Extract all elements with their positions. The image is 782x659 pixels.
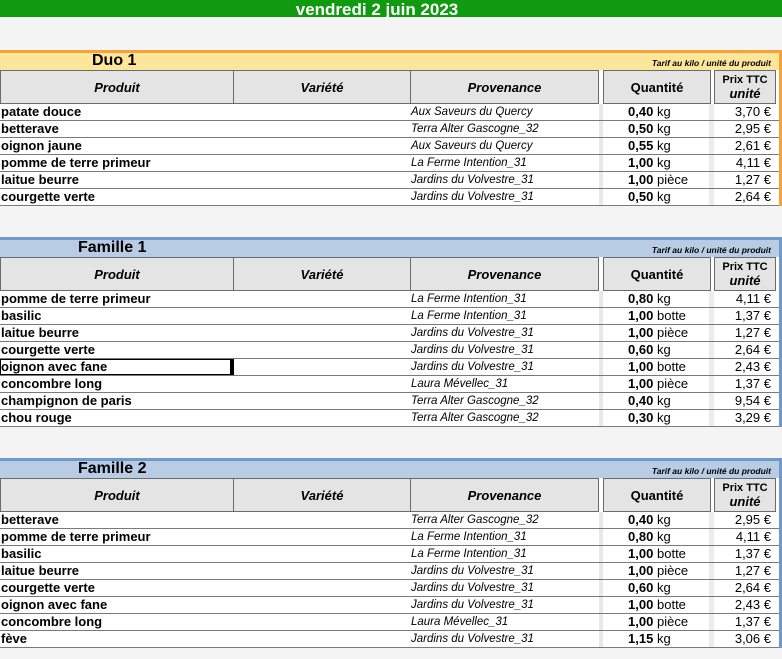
quantity-cell[interactable]: 0,55 — [628, 138, 654, 153]
unit-cell[interactable]: kg — [657, 138, 671, 153]
quantity-cell[interactable]: 0,80 — [628, 529, 654, 544]
section-header — [0, 461, 779, 478]
product-name-cell[interactable]: champignon de paris — [1, 393, 132, 408]
provenance-cell[interactable]: Jardins du Volvestre_31 — [411, 191, 534, 203]
column-header-prix[interactable] — [714, 70, 776, 104]
prix-header-line1: Prix TTC — [722, 74, 768, 86]
product-name-cell[interactable]: pomme de terre primeur — [1, 155, 151, 170]
unit-cell[interactable]: botte — [657, 546, 686, 561]
quantity-cell[interactable]: 1,00 — [628, 614, 654, 629]
price-cell[interactable]: 1,37 € — [734, 614, 771, 629]
prix-header-line1: Prix TTC — [722, 261, 768, 273]
price-cell[interactable]: 1,37 € — [734, 308, 771, 323]
quantity-cell[interactable]: 1,00 — [628, 597, 654, 612]
price-cell[interactable]: 4,11 € — [735, 529, 771, 544]
column-header-variete[interactable]: Variété — [233, 257, 411, 291]
price-cell[interactable]: 3,29 € — [734, 410, 771, 425]
unit-cell[interactable]: kg — [657, 512, 671, 527]
unit-cell[interactable]: botte — [657, 359, 686, 374]
product-name-cell[interactable]: laitue beurre — [1, 563, 80, 578]
cell-selection-box[interactable] — [0, 359, 232, 375]
quantity-cell[interactable]: 0,30 — [628, 410, 654, 425]
table-row[interactable] — [0, 121, 779, 138]
provenance-cell[interactable]: Jardins du Volvestre_31 — [411, 633, 534, 645]
quantity-cell[interactable]: 0,60 — [628, 580, 654, 595]
product-name-cell[interactable]: basilic — [1, 308, 42, 323]
product-name-cell[interactable]: pomme de terre primeur — [1, 291, 151, 306]
table-row[interactable] — [0, 614, 779, 631]
provenance-cell[interactable]: Jardins du Volvestre_31 — [411, 174, 534, 186]
table-row[interactable] — [0, 631, 779, 648]
column-header-row — [0, 70, 779, 104]
provenance-cell[interactable]: Aux Saveurs du Quercy — [411, 140, 533, 152]
price-cell[interactable]: 2,64 € — [734, 189, 771, 204]
date-text: vendredi 2 juin 2023 — [295, 0, 459, 19]
quantity-cell[interactable]: 1,00 — [628, 308, 654, 323]
provenance-cell[interactable]: Jardins du Volvestre_31 — [411, 361, 534, 373]
quantity-cell[interactable]: 0,50 — [628, 189, 654, 204]
prix-header-line1: Prix TTC — [722, 482, 768, 494]
table-row[interactable] — [0, 529, 779, 546]
unit-cell[interactable]: kg — [657, 104, 671, 119]
table-row[interactable] — [0, 189, 779, 206]
section-title: Famille 2 — [78, 460, 147, 477]
column-header-variete[interactable]: Variété — [233, 478, 411, 512]
table-row[interactable] — [0, 580, 779, 597]
provenance-cell[interactable]: La Ferme Intention_31 — [411, 548, 527, 560]
quantity-cell[interactable]: 1,00 — [628, 376, 654, 391]
product-name-cell[interactable]: chou rouge — [1, 410, 72, 425]
column-header-quantite[interactable]: Quantité — [603, 478, 711, 512]
table-row[interactable] — [0, 546, 779, 563]
table-row[interactable] — [0, 376, 779, 393]
quantity-cell[interactable]: 0,40 — [628, 512, 654, 527]
unit-cell[interactable]: kg — [657, 342, 671, 357]
tarif-note: Tarif au kilo / unité du produit — [651, 245, 771, 255]
unit-cell[interactable]: kg — [657, 580, 671, 595]
price-cell[interactable]: 2,95 € — [734, 121, 771, 136]
table-row[interactable] — [0, 410, 779, 427]
column-header-quantite[interactable]: Quantité — [603, 257, 711, 291]
product-name-cell[interactable]: oignon avec fane — [1, 359, 108, 374]
price-cell[interactable]: 2,64 € — [734, 580, 771, 595]
section-title: Duo 1 — [92, 52, 137, 69]
column-header-produit[interactable]: Produit — [0, 478, 234, 512]
column-header-provenance[interactable]: Provenance — [410, 478, 599, 512]
unit-cell[interactable]: kg — [657, 631, 671, 646]
table-row[interactable] — [0, 291, 779, 308]
table-row[interactable] — [0, 359, 779, 376]
price-cell[interactable]: 3,70 € — [734, 104, 771, 119]
price-cell[interactable]: 2,43 € — [734, 359, 771, 374]
product-name-cell[interactable]: concombre long — [1, 376, 103, 391]
unit-cell[interactable]: pièce — [657, 376, 689, 391]
unit-cell[interactable]: kg — [657, 291, 671, 306]
unit-cell[interactable]: botte — [657, 308, 686, 323]
table-row[interactable] — [0, 308, 779, 325]
provenance-cell[interactable]: Jardins du Volvestre_31 — [411, 327, 534, 339]
provenance-cell[interactable]: Aux Saveurs du Quercy — [411, 106, 533, 118]
prix-header-line2: unité — [729, 86, 761, 101]
price-cell[interactable]: 2,61 € — [734, 138, 771, 153]
product-name-cell[interactable]: oignon jaune — [1, 138, 82, 153]
unit-cell[interactable]: kg — [657, 121, 671, 136]
quantity-cell[interactable]: 0,40 — [628, 393, 654, 408]
product-name-cell[interactable]: oignon avec fane — [1, 597, 108, 612]
price-cell[interactable]: 1,27 € — [734, 325, 771, 340]
unit-cell[interactable]: pièce — [657, 563, 689, 578]
column-header-prix[interactable] — [714, 478, 776, 512]
column-header-row — [0, 478, 779, 512]
price-cell[interactable]: 2,95 € — [734, 512, 771, 527]
quantity-cell[interactable]: 1,00 — [628, 325, 654, 340]
product-name-cell[interactable]: fève — [1, 631, 28, 646]
unit-cell[interactable]: pièce — [657, 172, 689, 187]
product-rows — [0, 512, 779, 648]
product-name-cell[interactable]: laitue beurre — [1, 172, 80, 187]
provenance-cell[interactable]: Laura Mévellec_31 — [411, 616, 509, 628]
section-2 — [0, 237, 782, 427]
price-cell[interactable]: 1,27 € — [734, 172, 771, 187]
table-row[interactable] — [0, 138, 779, 155]
table-row[interactable] — [0, 172, 779, 189]
unit-cell[interactable]: kg — [657, 393, 671, 408]
price-cell[interactable]: 9,54 € — [734, 393, 771, 408]
column-header-provenance[interactable]: Provenance — [410, 257, 599, 291]
quantity-cell[interactable]: 0,80 — [628, 291, 654, 306]
price-cell[interactable]: 1,27 € — [734, 563, 771, 578]
unit-cell[interactable]: pièce — [657, 614, 689, 629]
section-header — [0, 53, 779, 70]
unit-cell[interactable]: kg — [657, 189, 671, 204]
provenance-cell[interactable]: Terra Alter Gascogne_32 — [411, 514, 539, 526]
product-rows — [0, 104, 779, 206]
table-row[interactable] — [0, 155, 779, 172]
quantity-cell[interactable]: 1,15 — [628, 631, 654, 646]
column-header-produit[interactable]: Produit — [0, 257, 234, 291]
fill-handle[interactable] — [230, 359, 234, 375]
product-name-cell[interactable]: betterave — [1, 512, 59, 527]
provenance-cell[interactable]: Laura Mévellec_31 — [411, 378, 509, 390]
table-row[interactable] — [0, 342, 779, 359]
provenance-cell[interactable]: Jardins du Volvestre_31 — [411, 582, 534, 594]
quantity-cell[interactable]: 1,00 — [628, 172, 654, 187]
table-row[interactable] — [0, 563, 779, 580]
quantity-cell[interactable]: 0,60 — [628, 342, 654, 357]
price-cell[interactable]: 1,37 € — [734, 546, 771, 561]
product-name-cell[interactable]: courgette verte — [1, 189, 95, 204]
product-name-cell[interactable]: laitue beurre — [1, 325, 80, 340]
quantity-cell[interactable]: 0,40 — [628, 104, 654, 119]
provenance-cell[interactable]: La Ferme Intention_31 — [411, 531, 527, 543]
provenance-cell[interactable]: Jardins du Volvestre_31 — [411, 599, 534, 611]
price-cell[interactable]: 3,06 € — [734, 631, 771, 646]
date-banner[interactable] — [0, 0, 782, 17]
table-row[interactable] — [0, 512, 779, 529]
product-name-cell[interactable]: betterave — [1, 121, 59, 136]
quantity-cell[interactable]: 1,00 — [628, 563, 654, 578]
table-row[interactable] — [0, 104, 779, 121]
quantity-cell[interactable]: 1,00 — [628, 155, 654, 170]
unit-cell[interactable]: kg — [657, 529, 671, 544]
column-header-provenance[interactable]: Provenance — [410, 70, 599, 104]
section-1 — [0, 50, 782, 206]
table-row[interactable] — [0, 597, 779, 614]
price-cell[interactable]: 2,64 € — [734, 342, 771, 357]
unit-cell[interactable]: kg — [657, 410, 671, 425]
price-cell[interactable]: 4,11 € — [735, 291, 771, 306]
column-header-row — [0, 257, 779, 291]
quantity-cell[interactable]: 1,00 — [628, 546, 654, 561]
product-name-cell[interactable]: patate douce — [1, 104, 82, 119]
column-header-produit[interactable]: Produit — [0, 70, 234, 104]
product-name-cell[interactable]: basilic — [1, 546, 42, 561]
price-cell[interactable]: 4,11 € — [735, 155, 771, 170]
product-name-cell[interactable]: concombre long — [1, 614, 103, 629]
unit-cell[interactable]: botte — [657, 597, 686, 612]
section-header — [0, 240, 779, 257]
product-name-cell[interactable]: courgette verte — [1, 580, 95, 595]
provenance-cell[interactable]: La Ferme Intention_31 — [411, 157, 527, 169]
column-header-quantite[interactable]: Quantité — [603, 70, 711, 104]
section-3 — [0, 458, 782, 648]
prix-header-line2: unité — [729, 494, 761, 509]
price-cell[interactable]: 1,37 € — [734, 376, 771, 391]
product-name-cell[interactable]: pomme de terre primeur — [1, 529, 151, 544]
provenance-cell[interactable]: Jardins du Volvestre_31 — [411, 344, 534, 356]
table-row[interactable] — [0, 393, 779, 410]
tarif-note: Tarif au kilo / unité du produit — [651, 58, 771, 68]
table-row[interactable] — [0, 325, 779, 342]
tarif-note: Tarif au kilo / unité du produit — [651, 466, 771, 476]
section-title: Famille 1 — [78, 239, 147, 256]
unit-cell[interactable]: pièce — [657, 325, 689, 340]
unit-cell[interactable]: kg — [657, 155, 671, 170]
provenance-cell[interactable]: La Ferme Intention_31 — [411, 310, 527, 322]
provenance-cell[interactable]: Terra Alter Gascogne_32 — [411, 412, 539, 424]
provenance-cell[interactable]: Terra Alter Gascogne_32 — [411, 123, 539, 135]
price-cell[interactable]: 2,43 € — [734, 597, 771, 612]
column-header-variete[interactable]: Variété — [233, 70, 411, 104]
quantity-cell[interactable]: 1,00 — [628, 359, 654, 374]
prix-header-line2: unité — [729, 273, 761, 288]
provenance-cell[interactable]: Terra Alter Gascogne_32 — [411, 395, 539, 407]
column-header-prix[interactable] — [714, 257, 776, 291]
provenance-cell[interactable]: La Ferme Intention_31 — [411, 293, 527, 305]
provenance-cell[interactable]: Jardins du Volvestre_31 — [411, 565, 534, 577]
product-rows — [0, 291, 779, 427]
product-name-cell[interactable]: courgette verte — [1, 342, 95, 357]
quantity-cell[interactable]: 0,50 — [628, 121, 654, 136]
